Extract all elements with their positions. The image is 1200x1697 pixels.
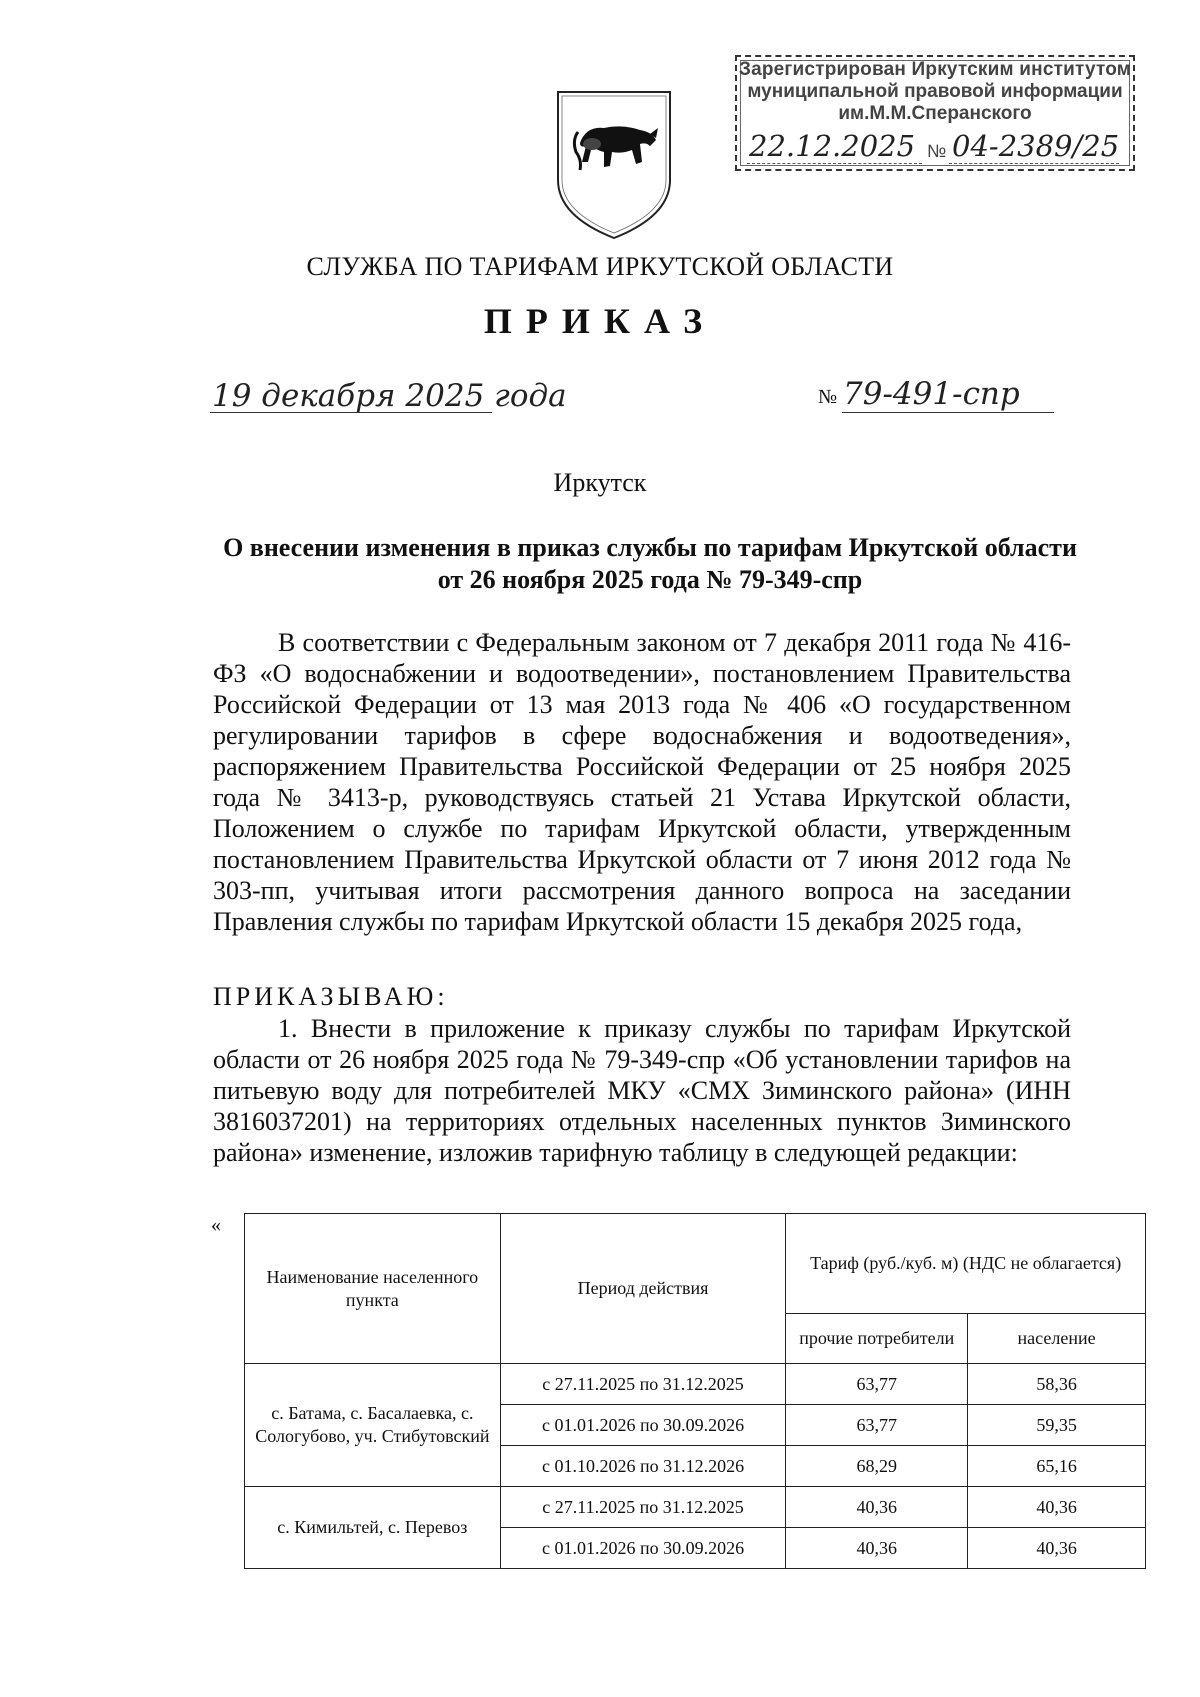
item-1-paragraph: 1. Внести в приложение к приказу службы по тарифам Иркутской области от 26 ноября 2025 года № 79-349-спр «Об установлении тарифов на питьевую воду для потребителей МКУ «СМХ Зиминского района» (ИНН 3816037201) на территориях отдельных населенных пунктов Зиминского района» изменение, изложив тарифную таблицу в следующей редакции: <box>213 1014 1071 1167</box>
population-tariff-cell: 65,16 <box>968 1446 1146 1487</box>
preamble-paragraph: В соответствии с Федеральным законом от 7 декабря 2011 года № 416-ФЗ «О водоснабжении и водоотведении», постановлением Правительства Российской Федерации от 13 мая 2013 года № 406 «О государственном регулировании тарифов в сфере водоснабжения и водоотведения», распоряжением Правительства Российской Федерации от 25 ноября 2025 года № 3413-р, руководствуясь статьей 21 Устава Иркутской области, Положением о службе по тарифам Иркутской области, утвержденным постановлением Правительства Иркутской области от 7 июня 2012 года № 303-пп, учитывая итоги рассмотрения данного вопроса на заседании Правления службы по тарифам Иркутской области 15 декабря 2025 года, <box>213 628 1071 936</box>
other-tariff-cell: 40,36 <box>786 1528 968 1569</box>
period-cell: с 01.10.2026 по 31.12.2026 <box>500 1446 786 1487</box>
prikazyvayu-heading: ПРИКАЗЫВАЮ: <box>213 982 449 1011</box>
other-tariff-cell: 63,77 <box>786 1364 968 1405</box>
stamp-number: 04-2389/25 <box>952 129 1120 163</box>
stamp-number-underline <box>949 163 1119 164</box>
stamp-date-underline <box>747 163 922 164</box>
population-tariff-cell: 58,36 <box>968 1364 1146 1405</box>
other-tariff-cell: 68,29 <box>786 1446 968 1487</box>
document-title: ПРИКАЗ <box>483 301 717 341</box>
other-tariff-cell: 40,36 <box>786 1487 968 1528</box>
period-cell: с 01.01.2026 по 30.09.2026 <box>500 1405 786 1446</box>
settlement-cell: с. Кимильтей, с. Перевоз <box>245 1487 501 1569</box>
stamp-date: 22.12.2025 <box>749 129 916 163</box>
subject-line-1: О внесении изменения в приказ службы по тарифам Иркутской области <box>223 533 1077 562</box>
table-row <box>245 1364 1146 1405</box>
order-number-underline <box>842 412 1054 413</box>
opening-quote: « <box>211 1214 221 1236</box>
header-population: население <box>968 1314 1146 1364</box>
agency-name: СЛУЖБА ПО ТАРИФАМ ИРКУТСКОЙ ОБЛАСТИ <box>306 252 894 281</box>
header-settlement: Наименование населенного пункта <box>245 1214 501 1364</box>
period-cell: с 01.01.2026 по 30.09.2026 <box>500 1528 786 1569</box>
stamp-number-label: № <box>927 141 947 161</box>
settlement-cell: с. Батама, с. Басалаевка, с. Сологубово, уч. Стибутовский <box>245 1364 501 1487</box>
stamp-line-3: им.М.М.Сперанского <box>838 103 1032 124</box>
population-tariff-cell: 40,36 <box>968 1487 1146 1528</box>
header-tariff: Тариф (руб./куб. м) (НДС не облагается) <box>786 1214 1146 1314</box>
order-number: 79-491-спр <box>843 376 1020 412</box>
tariff-table <box>244 1213 1146 1569</box>
order-date-underline <box>210 412 492 413</box>
stamp-line-1: Зарегистрирован Иркутским институтом <box>738 59 1132 80</box>
order-number-label: № <box>818 386 838 408</box>
period-cell: с 27.11.2025 по 31.12.2025 <box>500 1364 786 1405</box>
table-row <box>245 1487 1146 1528</box>
header-period: Период действия <box>500 1214 786 1364</box>
subject-line-2: от 26 ноября 2025 года № 79-349-спр <box>437 565 863 594</box>
other-tariff-cell: 63,77 <box>786 1405 968 1446</box>
stamp-line-2: муниципальной правовой информации <box>747 81 1123 102</box>
period-cell: с 27.11.2025 по 31.12.2025 <box>500 1487 786 1528</box>
coat-of-arms-icon <box>552 88 676 240</box>
order-subject <box>210 532 1090 596</box>
city: Иркутск <box>553 468 647 497</box>
population-tariff-cell: 59,35 <box>968 1405 1146 1446</box>
header-other-consumers: прочие потребители <box>786 1314 968 1364</box>
population-tariff-cell: 40,36 <box>968 1528 1146 1569</box>
order-date: 19 декабря 2025 года <box>212 378 567 414</box>
registration-stamp <box>735 55 1135 171</box>
